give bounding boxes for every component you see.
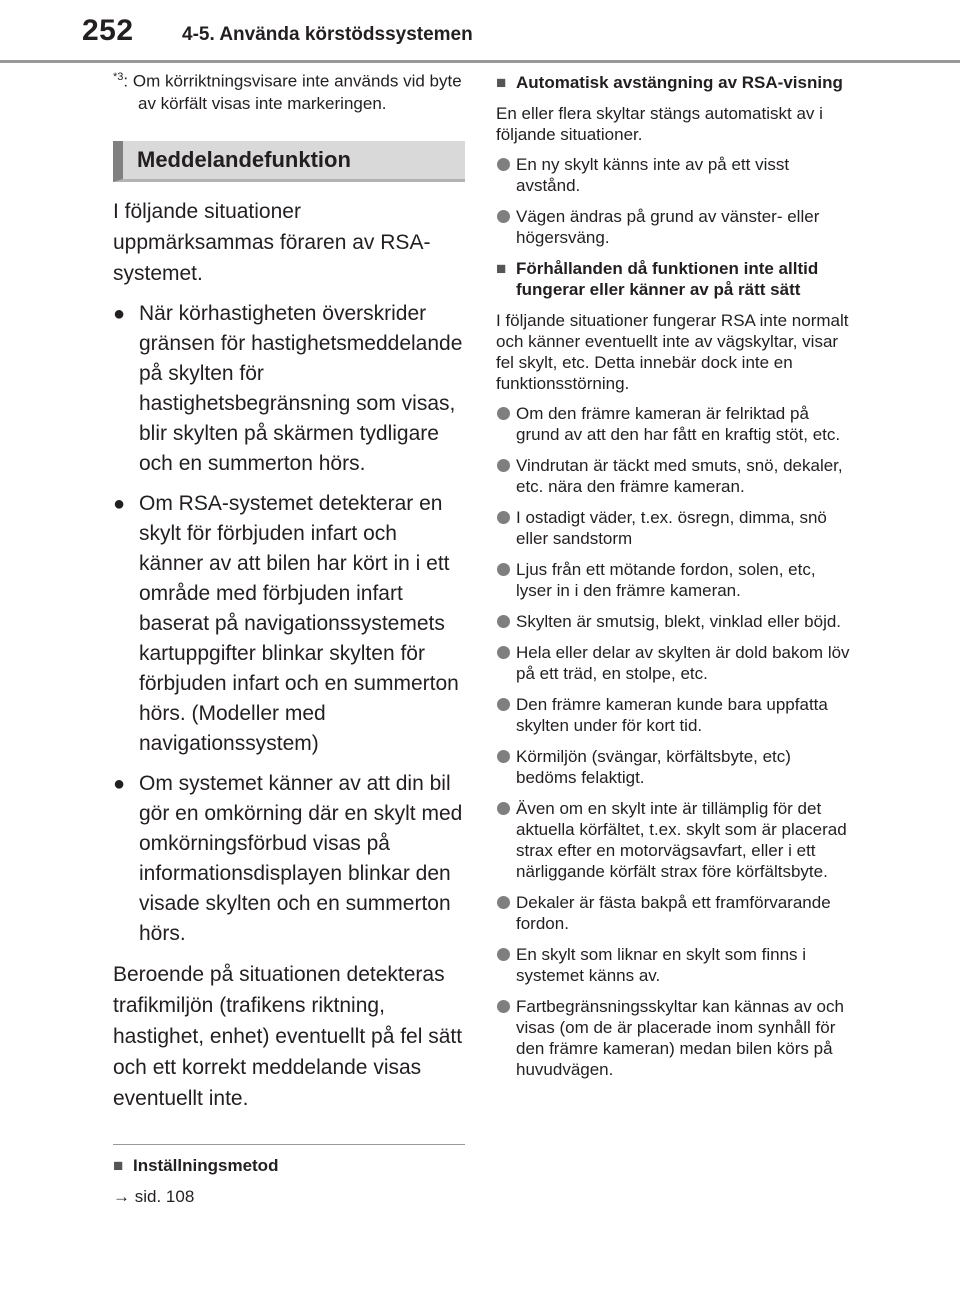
header-divider (0, 60, 960, 63)
auto-off-intro: En eller flera skyltar stängs automatiskt av i följande situationer. (496, 104, 823, 144)
page-reference[interactable]: → sid. 108 (113, 1186, 195, 1206)
footnote (113, 66, 465, 115)
list-item: Vindrutan är täckt med smuts, snö, dekaler, etc. nära den främre kameran. (496, 455, 854, 497)
bullet-dot-icon: ● (113, 772, 126, 795)
list-item: Skylten är smutsig, blekt, vinklad eller böjd. (496, 611, 854, 632)
bullet-item: ● Om systemet känner av att din bil gör en omkörning där en skylt med omkörningsförbud visas på informationsdisplayen blinkar den visade skylten och en summerton hörs. (113, 769, 465, 949)
circle-bullet-icon (497, 459, 510, 472)
circle-bullet-icon (497, 210, 510, 223)
conditions-intro: I följande situationer fungerar RSA inte normalt och känner eventuellt inte av vägskyltar, visar fel skylt, etc. Detta innebär dock inte en funktionsstörning. (496, 311, 849, 393)
closing-paragraph: Beroende på situationen detekteras trafikmiljön (trafikens riktning, hastighet, enhet) eventuellt på fel sätt och ett korrekt meddelande visas eventuellt inte. (113, 962, 463, 1110)
section-title: 4-5. Använda körstödssystemen (182, 24, 473, 45)
section-heading: Meddelandefunktion (113, 141, 465, 182)
arrow-right-icon: → (113, 1186, 135, 1206)
circle-bullet-icon (497, 750, 510, 763)
bullet-dot-icon: ● (113, 492, 126, 515)
conditions-heading: ■ Förhållanden då funktionen inte alltid fungerar eller känner av på rätt sätt (496, 259, 819, 299)
list-item: Om den främre kameran är felriktad på grund av att den har fått en kraftig stöt, etc. (496, 403, 854, 445)
list-item: Den främre kameran kunde bara uppfatta skylten under för kort tid. (496, 694, 854, 736)
list-item: Körmiljön (svängar, körfältsbyte, etc) bedöms felaktigt. (496, 746, 854, 788)
footnote-text: : Om körriktningsvisare inte används vid byte av körfält visas inte markeringen. (123, 71, 462, 113)
list-item: En ny skylt känns inte av på ett visst avstånd. (496, 154, 854, 196)
circle-bullet-icon (497, 948, 510, 961)
circle-bullet-icon (497, 698, 510, 711)
bullet-item: ● När körhastigheten överskrider gränsen för hastighetsmeddelande på skylten för hastighetsbegränsning som visas, blir skylten på skärmen tydligare och en summerton hörs. (113, 299, 465, 479)
circle-bullet-icon (497, 158, 510, 171)
list-item: Ljus från ett mötande fordon, solen, etc, lyser in i den främre kameran. (496, 559, 854, 601)
circle-bullet-icon (497, 802, 510, 815)
circle-bullet-icon (497, 563, 510, 576)
circle-bullet-icon (497, 896, 510, 909)
list-item: Hela eller delar av skylten är dold bakom löv på ett träd, en stolpe, etc. (496, 642, 854, 684)
list-item: Även om en skylt inte är tillämplig för det aktuella körfältet, t.ex. skylt som är placerad strax efter en motorvägsavfart, eller i ett närliggande körfält strax före körfältsbyte. (496, 798, 854, 882)
page-header (0, 0, 960, 62)
circle-bullet-icon (497, 615, 510, 628)
square-bullet-icon: ■ (496, 259, 507, 278)
square-bullet-icon: ■ (496, 73, 507, 92)
footnote-mark: *3 (113, 71, 124, 83)
circle-bullet-icon (497, 511, 510, 524)
list-item: Fartbegränsningsskyltar kan kännas av och visas (om de är placerade inom synhåll för den främre kameran) medan bilen körs på huvudvägen. (496, 996, 854, 1080)
list-item: I ostadigt väder, t.ex. ösregn, dimma, snö eller sandstorm (496, 507, 854, 549)
list-item: Dekaler är fästa bakpå ett framförvarande fordon. (496, 892, 854, 934)
circle-bullet-icon (497, 1000, 510, 1013)
left-column (113, 66, 465, 1207)
bullet-dot-icon: ● (113, 302, 126, 325)
auto-off-heading: ■ Automatisk avstängning av RSA-visning (496, 73, 843, 92)
settings-heading: ■ Inställningsmetod (113, 1155, 279, 1175)
intro-paragraph: I följande situationer uppmärksammas föraren av RSA-systemet. (113, 199, 431, 285)
list-item: En skylt som liknar en skylt som finns i systemet känns av. (496, 944, 854, 986)
divider (113, 1144, 465, 1145)
square-bullet-icon: ■ (113, 1155, 124, 1175)
right-column (496, 72, 854, 1090)
circle-bullet-icon (497, 407, 510, 420)
list-item: Vägen ändras på grund av vänster- eller högersväng. (496, 206, 854, 248)
bullet-item: ● Om RSA-systemet detekterar en skylt för förbjuden infart och känner av att bilen har kört in i ett område med förbjuden infart baserat på navigationssystemets kartuppgifter blinkar skylten för förbjuden infart och en summerton hörs. (Modeller med navigationssystem) (113, 489, 465, 759)
page-number: 252 (82, 14, 134, 47)
circle-bullet-icon (497, 646, 510, 659)
